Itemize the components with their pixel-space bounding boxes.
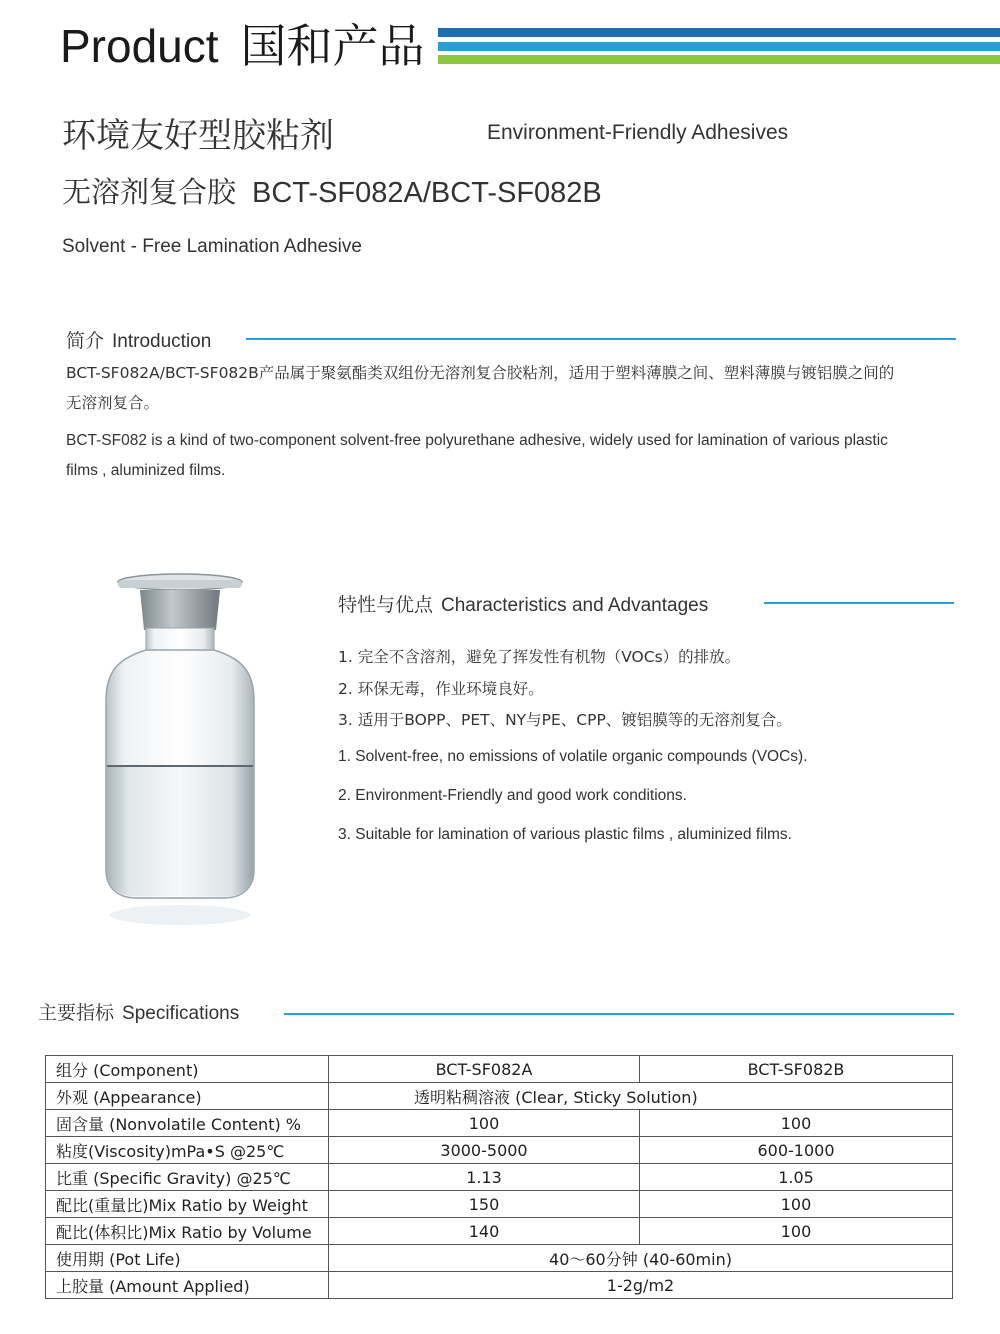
spec-value-a: 100 — [329, 1110, 640, 1137]
characteristic-cn-3: 3. 适用于BOPP、PET、NY与PE、CPP、镀铝膜等的无溶剂复合。 — [338, 711, 792, 729]
spec-label: 固含量 (Nonvolatile Content) % — [46, 1110, 329, 1137]
table-row — [46, 1137, 953, 1164]
product-subtitle-en: Solvent - Free Lamination Adhesive — [62, 236, 362, 257]
specifications-rule — [284, 1013, 954, 1015]
intro-cn-line-2: 无溶剂复合。 — [66, 394, 160, 412]
spec-value-b: 1.05 — [640, 1164, 953, 1191]
spec-label: 粘度(Viscosity)mPa•S @25℃ — [46, 1137, 329, 1164]
intro-cn-line-1: BCT-SF082A/BCT-SF082B产品属于聚氨酯类双组份无溶剂复合胶粘剂，适用于塑料薄膜之间、塑料薄膜与镀铝膜之间的 — [66, 364, 895, 382]
table-row — [46, 1245, 953, 1272]
characteristic-en-3: 3. Suitable for lamination of various plastic films , aluminized films. — [338, 826, 792, 843]
spec-label: 配比(重量比)Mix Ratio by Weight — [46, 1191, 329, 1218]
spec-label: 配比(体积比)Mix Ratio by Volume — [46, 1218, 329, 1245]
spec-label: 比重 (Specific Gravity) @25℃ — [46, 1164, 329, 1191]
product-title — [62, 170, 602, 211]
characteristics-heading — [338, 590, 708, 617]
product-type-cn: 无溶剂复合胶 — [62, 175, 237, 209]
specifications-table — [45, 1055, 953, 1299]
spec-value-b: 100 — [640, 1218, 953, 1245]
introduction-heading-cn: 简介 — [66, 330, 105, 352]
specifications-heading-en: Specifications — [122, 1003, 240, 1024]
spec-value-b: 100 — [640, 1110, 953, 1137]
page-title — [60, 10, 425, 76]
characteristics-heading-cn: 特性与优点 — [338, 594, 434, 616]
spec-label: 组分 (Component) — [46, 1056, 329, 1083]
table-row — [46, 1164, 953, 1191]
title-cn: 国和产品 — [240, 19, 425, 73]
characteristics-heading-en: Characteristics and Advantages — [441, 595, 709, 616]
spec-value-a: BCT-SF082A — [329, 1056, 640, 1083]
introduction-heading-en: Introduction — [112, 331, 212, 352]
table-row — [46, 1056, 953, 1083]
characteristics-rule — [764, 602, 954, 604]
spec-value-a: 150 — [329, 1191, 640, 1218]
specifications-heading-cn: 主要指标 — [38, 1002, 115, 1024]
introduction-rule — [246, 338, 956, 340]
characteristic-cn-1: 1. 完全不含溶剂，避免了挥发性有机物（VOCs）的排放。 — [338, 648, 741, 666]
characteristic-en-1: 1. Solvent-free, no emissions of volatile organic compounds (VOCs). — [338, 748, 808, 765]
introduction-text-cn — [66, 358, 966, 418]
intro-en-line-2: films , aluminized films. — [66, 462, 226, 479]
spec-value-b: BCT-SF082B — [640, 1056, 953, 1083]
spec-value-a: 3000-5000 — [329, 1137, 640, 1164]
spec-value-b: 600-1000 — [640, 1137, 953, 1164]
table-row — [46, 1272, 953, 1299]
title-en: Product — [60, 20, 219, 72]
category-en: Environment-Friendly Adhesives — [487, 121, 789, 144]
spec-label: 使用期 (Pot Life) — [46, 1245, 329, 1272]
spec-label: 上胶量 (Amount Applied) — [46, 1272, 329, 1299]
table-row — [46, 1218, 953, 1245]
intro-en-line-1: BCT-SF082 is a kind of two-component solvent-free polyurethane adhesive, widely used for lamination of various plastic — [66, 432, 888, 449]
specifications-heading — [38, 998, 239, 1025]
spec-value-merged: 1-2g/m2 — [329, 1272, 953, 1299]
table-row — [46, 1083, 953, 1110]
header-stripe-dark-blue — [438, 28, 1000, 37]
category-cn: 环境友好型胶粘剂 — [62, 116, 334, 156]
glass-bottle-image — [100, 570, 260, 930]
introduction-heading — [66, 326, 211, 353]
characteristic-cn-2: 2. 环保无毒，作业环境良好。 — [338, 680, 544, 698]
spec-label: 外观 (Appearance) — [46, 1083, 329, 1110]
table-row — [46, 1191, 953, 1218]
spec-value-a: 140 — [329, 1218, 640, 1245]
spec-value-merged: 透明粘稠溶液 (Clear, Sticky Solution) — [329, 1083, 953, 1110]
header-stripe-light-blue — [438, 42, 1000, 51]
characteristic-en-2: 2. Environment-Friendly and good work conditions. — [338, 787, 687, 804]
spec-value-a: 1.13 — [329, 1164, 640, 1191]
header-stripe-green — [438, 55, 1000, 64]
spec-value-b: 100 — [640, 1191, 953, 1218]
spec-value-merged: 40～60分钟 (40-60min) — [329, 1245, 953, 1272]
introduction-text-en — [66, 426, 966, 486]
product-code: BCT-SF082A/BCT-SF082B — [252, 177, 602, 209]
table-row — [46, 1110, 953, 1137]
